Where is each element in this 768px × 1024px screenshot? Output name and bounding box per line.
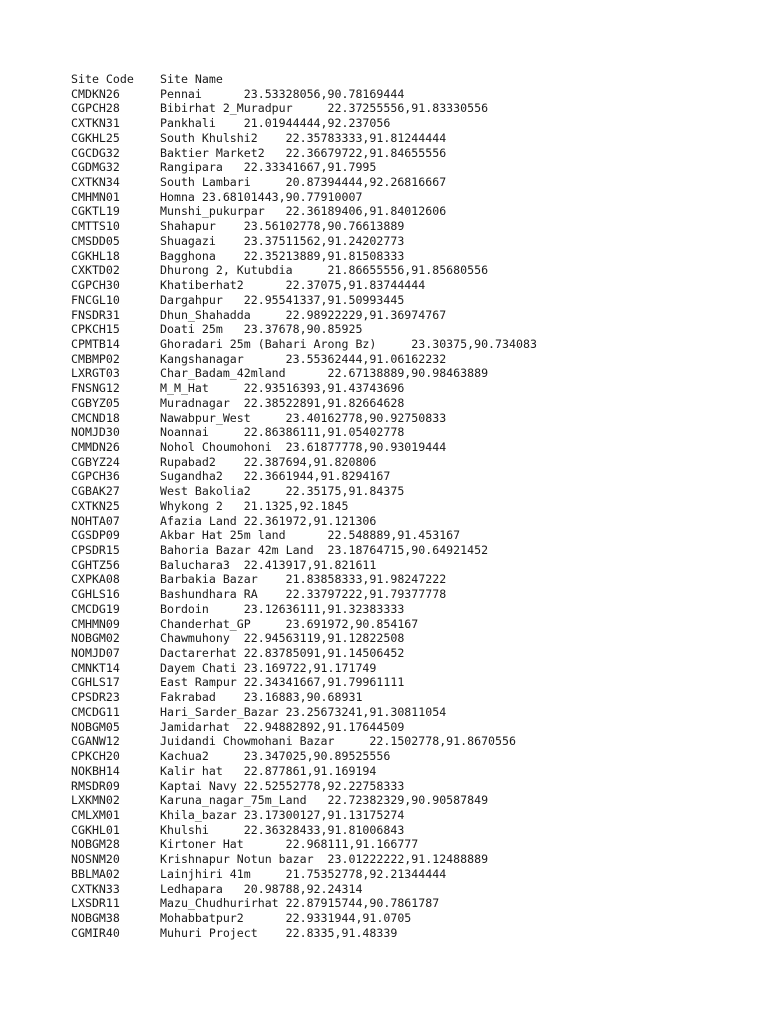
- site-row: [71, 808, 751, 823]
- site-code: CMCND18: [71, 410, 120, 425]
- site-row: [71, 734, 751, 749]
- site-row: [71, 543, 751, 558]
- site-code: BBLMA02: [71, 866, 120, 881]
- site-code: CPSDR15: [71, 543, 120, 557]
- site-code: CMCDG11: [71, 704, 120, 719]
- site-row: [71, 425, 751, 440]
- site-code: CMNKT14: [71, 660, 120, 675]
- site-name-and-coordinates: Kaptai Navy 22.52552778,92.22758333: [160, 778, 405, 793]
- site-code: CMSDD05: [71, 233, 120, 248]
- site-code: NOBGM05: [71, 719, 120, 734]
- site-row: [71, 720, 751, 735]
- site-code: CGDMG32: [71, 160, 120, 175]
- site-name-and-coordinates: Akbar Hat 25m land 22.548889,91.453167: [160, 528, 461, 543]
- site-row: [71, 293, 751, 308]
- site-row: [71, 234, 751, 249]
- site-name-and-coordinates: Khila_bazar 23.17300127,91.13175274: [160, 807, 405, 822]
- site-row: [71, 749, 751, 764]
- site-name-and-coordinates: Munshi_pukurpar 22.36189406,91.84012606: [160, 204, 447, 219]
- site-code: CXTKN33: [71, 881, 120, 896]
- site-code: NOBGM38: [71, 910, 120, 925]
- site-code: CMTTS10: [71, 219, 120, 234]
- site-name-and-coordinates: Kirtoner Hat 22.968111,91.166777: [160, 837, 419, 852]
- site-row: [71, 837, 751, 852]
- site-code: CGBAK27: [71, 484, 120, 499]
- site-row: [71, 278, 751, 293]
- site-code: CGPCH36: [71, 469, 120, 484]
- site-code: CGANW12: [71, 734, 120, 749]
- site-row: [71, 484, 751, 499]
- site-row: [71, 823, 751, 838]
- site-code: NOBGM02: [71, 631, 120, 646]
- site-code: FNCGL10: [71, 292, 120, 307]
- site-name-and-coordinates: Muhuri Project 22.8335,91.48339: [160, 925, 398, 940]
- site-name-and-coordinates: West Bakolia2 22.35175,91.84375: [160, 484, 405, 499]
- site-row: [71, 631, 751, 646]
- site-name-and-coordinates: Hari_Sarder_Bazar 23.25673241,91.30811054: [160, 704, 447, 719]
- site-name-and-coordinates: South Lambari 20.87394444,92.26816667: [160, 175, 447, 190]
- site-row: [71, 779, 751, 794]
- site-code: CXTKN25: [71, 498, 120, 513]
- site-name-and-coordinates: South Khulshi2 22.35783333,91.81244444: [160, 130, 447, 145]
- site-name-and-coordinates: Kalir hat 22.877861,91.169194: [160, 763, 377, 778]
- site-code: CPKCH20: [71, 749, 120, 764]
- site-row: [71, 675, 751, 690]
- site-code: CPMTB14: [71, 336, 120, 351]
- site-row: [71, 396, 751, 411]
- site-name-and-coordinates: Dhun_Shahadda 22.98922229,91.36974767: [160, 307, 447, 322]
- site-name-and-coordinates: Doati 25m 23.37678,90.85925: [160, 322, 363, 337]
- site-name-and-coordinates: Bagghona 22.35213889,91.81508333: [160, 248, 405, 263]
- site-name-and-coordinates: East Rampur 22.34341667,91.79961111: [160, 675, 405, 690]
- site-code: LXSDR11: [71, 896, 120, 911]
- site-name-and-coordinates: Khatiberhat2 22.37075,91.83744444: [160, 278, 426, 293]
- site-code: RMSDR09: [71, 778, 120, 793]
- site-row: [71, 793, 751, 808]
- site-row: [71, 514, 751, 529]
- site-code: CGBYZ05: [71, 395, 120, 410]
- site-row: [71, 617, 751, 632]
- site-name-and-coordinates: Juidandi Chowmohani Bazar 22.1502778,91.8670556: [160, 734, 516, 749]
- site-name-and-coordinates: Krishnapur Notun bazar 23.01222222,91.12488889: [160, 852, 489, 867]
- site-code: CGMIR40: [71, 925, 120, 940]
- site-row: [71, 690, 751, 705]
- site-row: [71, 764, 751, 779]
- site-row: [71, 867, 751, 882]
- site-code: NOHTA07: [71, 513, 120, 528]
- column-header-site-code: Site Code: [71, 72, 134, 86]
- site-row: [71, 381, 751, 396]
- site-code: NOMJD30: [71, 425, 120, 440]
- site-row: [71, 661, 751, 676]
- site-name-and-coordinates: Bordoin 23.12636111,91.32383333: [160, 601, 405, 616]
- site-code: CMHMN01: [71, 189, 120, 204]
- site-row: [71, 366, 751, 381]
- site-code: CGKHL25: [71, 130, 120, 145]
- site-code: CGSDP09: [71, 528, 120, 543]
- site-name-and-coordinates: Shuagazi 23.37511562,91.24202773: [160, 233, 405, 248]
- site-name-and-coordinates: Dargahpur 22.95541337,91.50993445: [160, 292, 405, 307]
- site-name-and-coordinates: M_M_Hat 22.93516393,91.43743696: [160, 381, 405, 396]
- site-row: [71, 308, 751, 323]
- site-row: [71, 322, 751, 337]
- site-code: FNSNG12: [71, 381, 120, 396]
- site-row: [71, 131, 751, 146]
- site-name-and-coordinates: Chanderhat_GP 23.691972,90.854167: [160, 616, 419, 631]
- site-name-and-coordinates: Kachua2 23.347025,90.89525556: [160, 749, 391, 764]
- site-code: CGHLS17: [71, 675, 120, 690]
- site-row: [71, 204, 751, 219]
- site-row: [71, 101, 751, 116]
- column-header-site-name: Site Name: [160, 72, 223, 86]
- site-row: [71, 175, 751, 190]
- site-list-document: [71, 72, 751, 940]
- site-code: CGKHL18: [71, 248, 120, 263]
- site-row: [71, 705, 751, 720]
- site-code: CPSDR23: [71, 690, 120, 705]
- site-name-and-coordinates: Bashundhara RA 22.33797222,91.79377778: [160, 587, 447, 602]
- site-row: [71, 263, 751, 278]
- site-name-and-coordinates: Dayem Chati 23.169722,91.171749: [160, 660, 377, 675]
- site-name-and-coordinates: Bibirhat 2_Muradpur 22.37255556,91.83330556: [160, 101, 489, 116]
- site-code: CGHTZ56: [71, 557, 120, 572]
- site-row: [71, 499, 751, 514]
- site-code: CMBMP02: [71, 351, 120, 366]
- site-row: [71, 646, 751, 661]
- site-code: NOMJD07: [71, 646, 120, 661]
- site-code: CXTKN34: [71, 175, 120, 190]
- site-code: CGHLS16: [71, 587, 120, 602]
- site-row: [71, 440, 751, 455]
- site-code: LXRGT03: [71, 366, 120, 381]
- site-code: CMDKN26: [71, 86, 120, 101]
- site-row: [71, 455, 751, 470]
- site-row: [71, 852, 751, 867]
- site-code: CGCDG32: [71, 145, 120, 160]
- site-code: CMMDN26: [71, 439, 120, 454]
- site-code: CPKCH15: [71, 322, 120, 337]
- site-row: [71, 87, 751, 102]
- site-code: CGKHL01: [71, 822, 120, 837]
- site-name-and-coordinates: Khulshi 22.36328433,91.81006843: [160, 822, 405, 837]
- site-name-and-coordinates: Shahapur 23.56102778,90.76613889: [160, 219, 405, 234]
- site-row: [71, 882, 751, 897]
- header-row: [71, 72, 751, 87]
- site-code: CGBYZ24: [71, 454, 120, 469]
- site-name-and-coordinates: Ledhapara 20.98788,92.24314: [160, 881, 363, 896]
- site-name-and-coordinates: Fakrabad 23.16883,90.68931: [160, 690, 363, 705]
- site-name-and-coordinates: Jamidarhat 22.94882892,91.17644509: [160, 719, 405, 734]
- site-name-and-coordinates: Mohabbatpur2 22.9331944,91.0705: [160, 910, 412, 925]
- site-name-and-coordinates: Muradnagar 22.38522891,91.82664628: [160, 395, 405, 410]
- site-row: [71, 160, 751, 175]
- site-code: FNSDR31: [71, 307, 120, 322]
- site-code: NOSNM20: [71, 852, 120, 867]
- site-row: [71, 572, 751, 587]
- site-code: CGPCH28: [71, 101, 120, 116]
- site-row: [71, 146, 751, 161]
- site-row: [71, 337, 751, 352]
- site-code: CMHMN09: [71, 616, 120, 631]
- site-name-and-coordinates: Lainjhiri 41m 21.75352778,92.21344444: [160, 866, 447, 881]
- site-row: [71, 558, 751, 573]
- site-code: CGKTL19: [71, 204, 120, 219]
- site-row: [71, 352, 751, 367]
- site-name-and-coordinates: Whykong 2 21.1325,92.1845: [160, 498, 349, 513]
- site-code: NOBGM28: [71, 837, 120, 852]
- site-row: [71, 116, 751, 131]
- site-name-and-coordinates: Afazia Land 22.361972,91.121306: [160, 513, 377, 528]
- site-name-and-coordinates: Rupabad2 22.387694,91.820806: [160, 454, 377, 469]
- site-code: CGPCH30: [71, 278, 120, 293]
- site-name-and-coordinates: Noannai 22.86386111,91.05402778: [160, 425, 405, 440]
- site-name-and-coordinates: Dhurong 2, Kutubdia 21.86655556,91.85680556: [160, 263, 489, 278]
- site-name-and-coordinates: Homna 23.68101443,90.77910007: [160, 189, 363, 204]
- site-code: LXKMN02: [71, 793, 120, 808]
- site-name-and-coordinates: Chawmuhony 22.94563119,91.12822508: [160, 631, 405, 646]
- site-name-and-coordinates: Barbakia Bazar 21.83858333,91.98247222: [160, 572, 447, 587]
- site-row: [71, 249, 751, 264]
- site-name-and-coordinates: Nawabpur_West 23.40162778,90.92750833: [160, 410, 447, 425]
- site-name-and-coordinates: Kangshanagar 23.55362444,91.06162232: [160, 351, 447, 366]
- site-row: [71, 411, 751, 426]
- site-row: [71, 926, 751, 941]
- site-row: [71, 911, 751, 926]
- site-code: CXTKN31: [71, 116, 120, 131]
- site-name-and-coordinates: Baluchara3 22.413917,91.821611: [160, 557, 377, 572]
- site-row: [71, 587, 751, 602]
- site-code: CMLXM01: [71, 807, 120, 822]
- site-name-and-coordinates: Bahoria Bazar 42m Land 23.18764715,90.64921452: [160, 543, 489, 557]
- site-row: [71, 469, 751, 484]
- site-row: [71, 896, 751, 911]
- site-rows: [71, 87, 751, 941]
- site-name-and-coordinates: Rangipara 22.33341667,91.7995: [160, 160, 377, 175]
- site-row: [71, 219, 751, 234]
- site-row: [71, 190, 751, 205]
- site-name-and-coordinates: Sugandha2 22.3661944,91.8294167: [160, 469, 391, 484]
- site-name-and-coordinates: Mazu_Chudhurirhat 22.87915744,90.7861787: [160, 896, 440, 911]
- site-code: NOKBH14: [71, 763, 120, 778]
- site-name-and-coordinates: Karuna_nagar_75m_Land 22.72382329,90.90587849: [160, 793, 489, 808]
- site-name-and-coordinates: Char_Badam_42mland 22.67138889,90.98463889: [160, 366, 489, 381]
- site-row: [71, 528, 751, 543]
- site-name-and-coordinates: Ghoradari 25m (Bahari Arong Bz) 23.30375,90.734083: [160, 336, 537, 351]
- site-name-and-coordinates: Pennai 23.53328056,90.78169444: [160, 86, 405, 101]
- site-name-and-coordinates: Nohol Choumohoni 23.61877778,90.93019444: [160, 439, 447, 454]
- site-name-and-coordinates: Baktier Market2 22.36679722,91.84655556: [160, 145, 447, 160]
- site-code: CXPKA08: [71, 572, 120, 587]
- site-code: CMCDG19: [71, 601, 120, 616]
- site-row: [71, 602, 751, 617]
- site-name-and-coordinates: Dactarerhat 22.83785091,91.14506452: [160, 646, 405, 661]
- site-code: CXKTD02: [71, 263, 120, 278]
- site-name-and-coordinates: Pankhali 21.01944444,92.237056: [160, 116, 391, 131]
